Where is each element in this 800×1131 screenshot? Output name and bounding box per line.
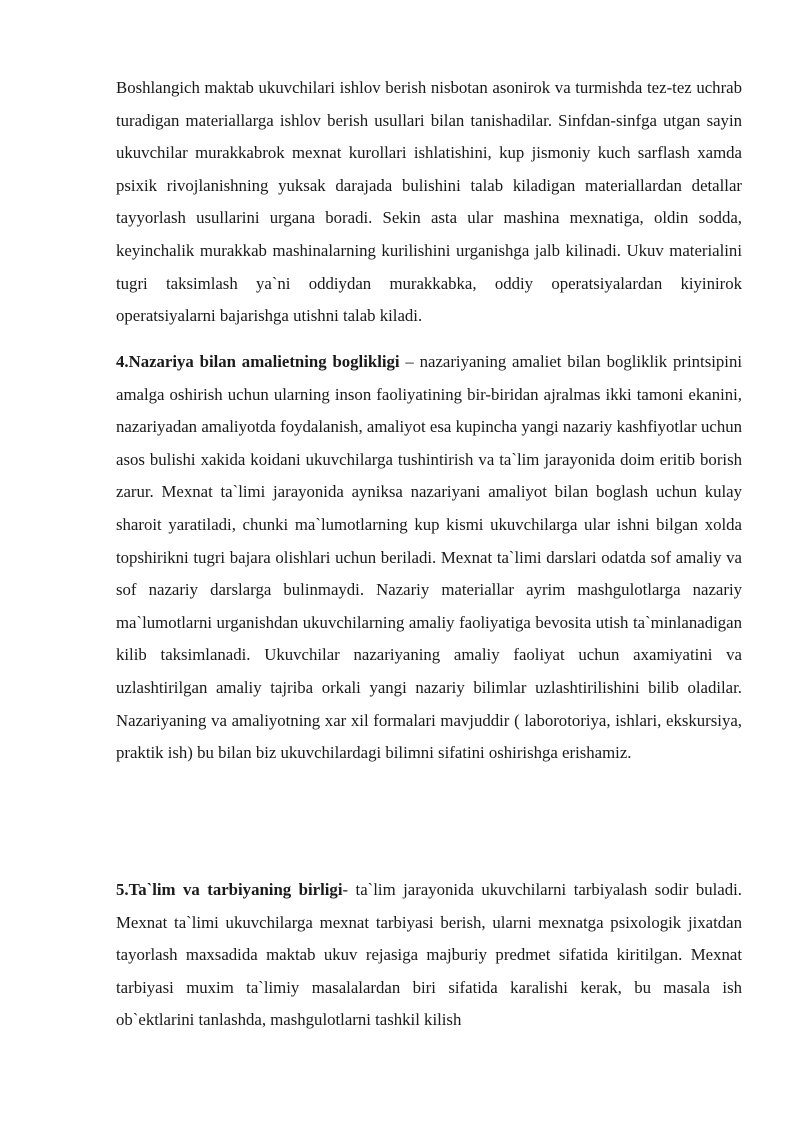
paragraph-body: Boshlangich maktab ukuvchilari ishlov berish nisbotan asonirok va turmishda tez-tez uchrab turadigan materiallarga ishlov berish usullari bilan tanishadilar. Sinfdan-sinfga utgan sayin ukuvchilar murakkabrok mexnat kurollari ishlatishini, kup jismoniy kuch sarflash xamda psixik rivojlanishning yuksak darajada bulishini talab kiladigan materiallardan detallar tayyorlash usullarini urgana boradi. Sekin asta ular mashina mexnatiga, oldin sodda, keyinchalik murakkab mashinalarning kurilishini urganishga jalb kilinadi. Ukuv materialini tugri taksimlash ya`ni oddiydan murakkabka, oddiy operatsiyalardan kiyinirok operatsiyalarni bajarishga utishni talab kiladi. xyxy=(116,78,742,326)
section-heading: 4.Nazariya bilan amalietning boglikligi xyxy=(116,352,400,371)
paragraph-intro xyxy=(116,72,742,333)
paragraph-body: - ta`lim jarayonida ukuvchilarni tarbiyalash sodir buladi. Mexnat ta`limi ukuvchilarga mexnat tarbiyasi berish, ularni mexnatga psixologik jixatdan tayorlash maxsadida maktab ukuv rejasiga majburiy predmet sifatida kiritilgan. Mexnat tarbiyasi muxim ta`limiy masalalardan biri sifatida karalishi kerak, bu masala ish ob`ektlarini tanlashda, mashgulotlarni tashkil kilish xyxy=(116,880,742,1030)
paragraph-theory-practice xyxy=(116,346,742,770)
paragraph-education-upbringing xyxy=(116,874,742,1037)
section-heading: 5.Ta`lim va tarbiyaning birligi xyxy=(116,880,343,899)
paragraph-body: – nazariyaning amaliet bilan bogliklik printsipini amalga oshirish uchun ularning inson faoliyatining bir-biridan ajralmas ikki tamoni ekanini, nazariyadan amaliyotda foydalanish, amaliyot esa kupincha yangi nazariy kashfiyotlar uchun asos bulishi xakida koidani ukuvchilarga tushintirish va ta`lim jarayonida doim eritib borish zarur. Mexnat ta`limi jarayonida ayniksa nazariyani amaliyot bilan boglash uchun kulay sharoit yaratiladi, chunki ma`lumotlarning kup kismi ukuvchilarga ular ishni bilgan xolda topshirikni tugri bajara olishlari uchun beriladi. Mexnat ta`limi darslari odatda sof amaliy va sof nazariy darslarga bulinmaydi. Nazariy materiallar ayrim mashgulotlarga nazariy ma`lumotlarni urganishdan ukuvchilarning amaliy faoliyatiga bevosita utish ta`minlanadigan kilib taksimlanadi. Ukuvchilar nazariyaning amaliy faoliyat uchun axamiyatini va uzlashtirilgan amaliy tajriba orkali yangi nazariy bilimlar uzlashtirilishini bilib oladilar. Nazariyaning va amaliyotning xar xil formalari mavjuddir ( laborotoriya, ishlari, ekskursiya, praktik ish) bu bilan biz ukuvchilardagi bilimni sifatini oshirishga erishamiz. xyxy=(116,352,742,763)
